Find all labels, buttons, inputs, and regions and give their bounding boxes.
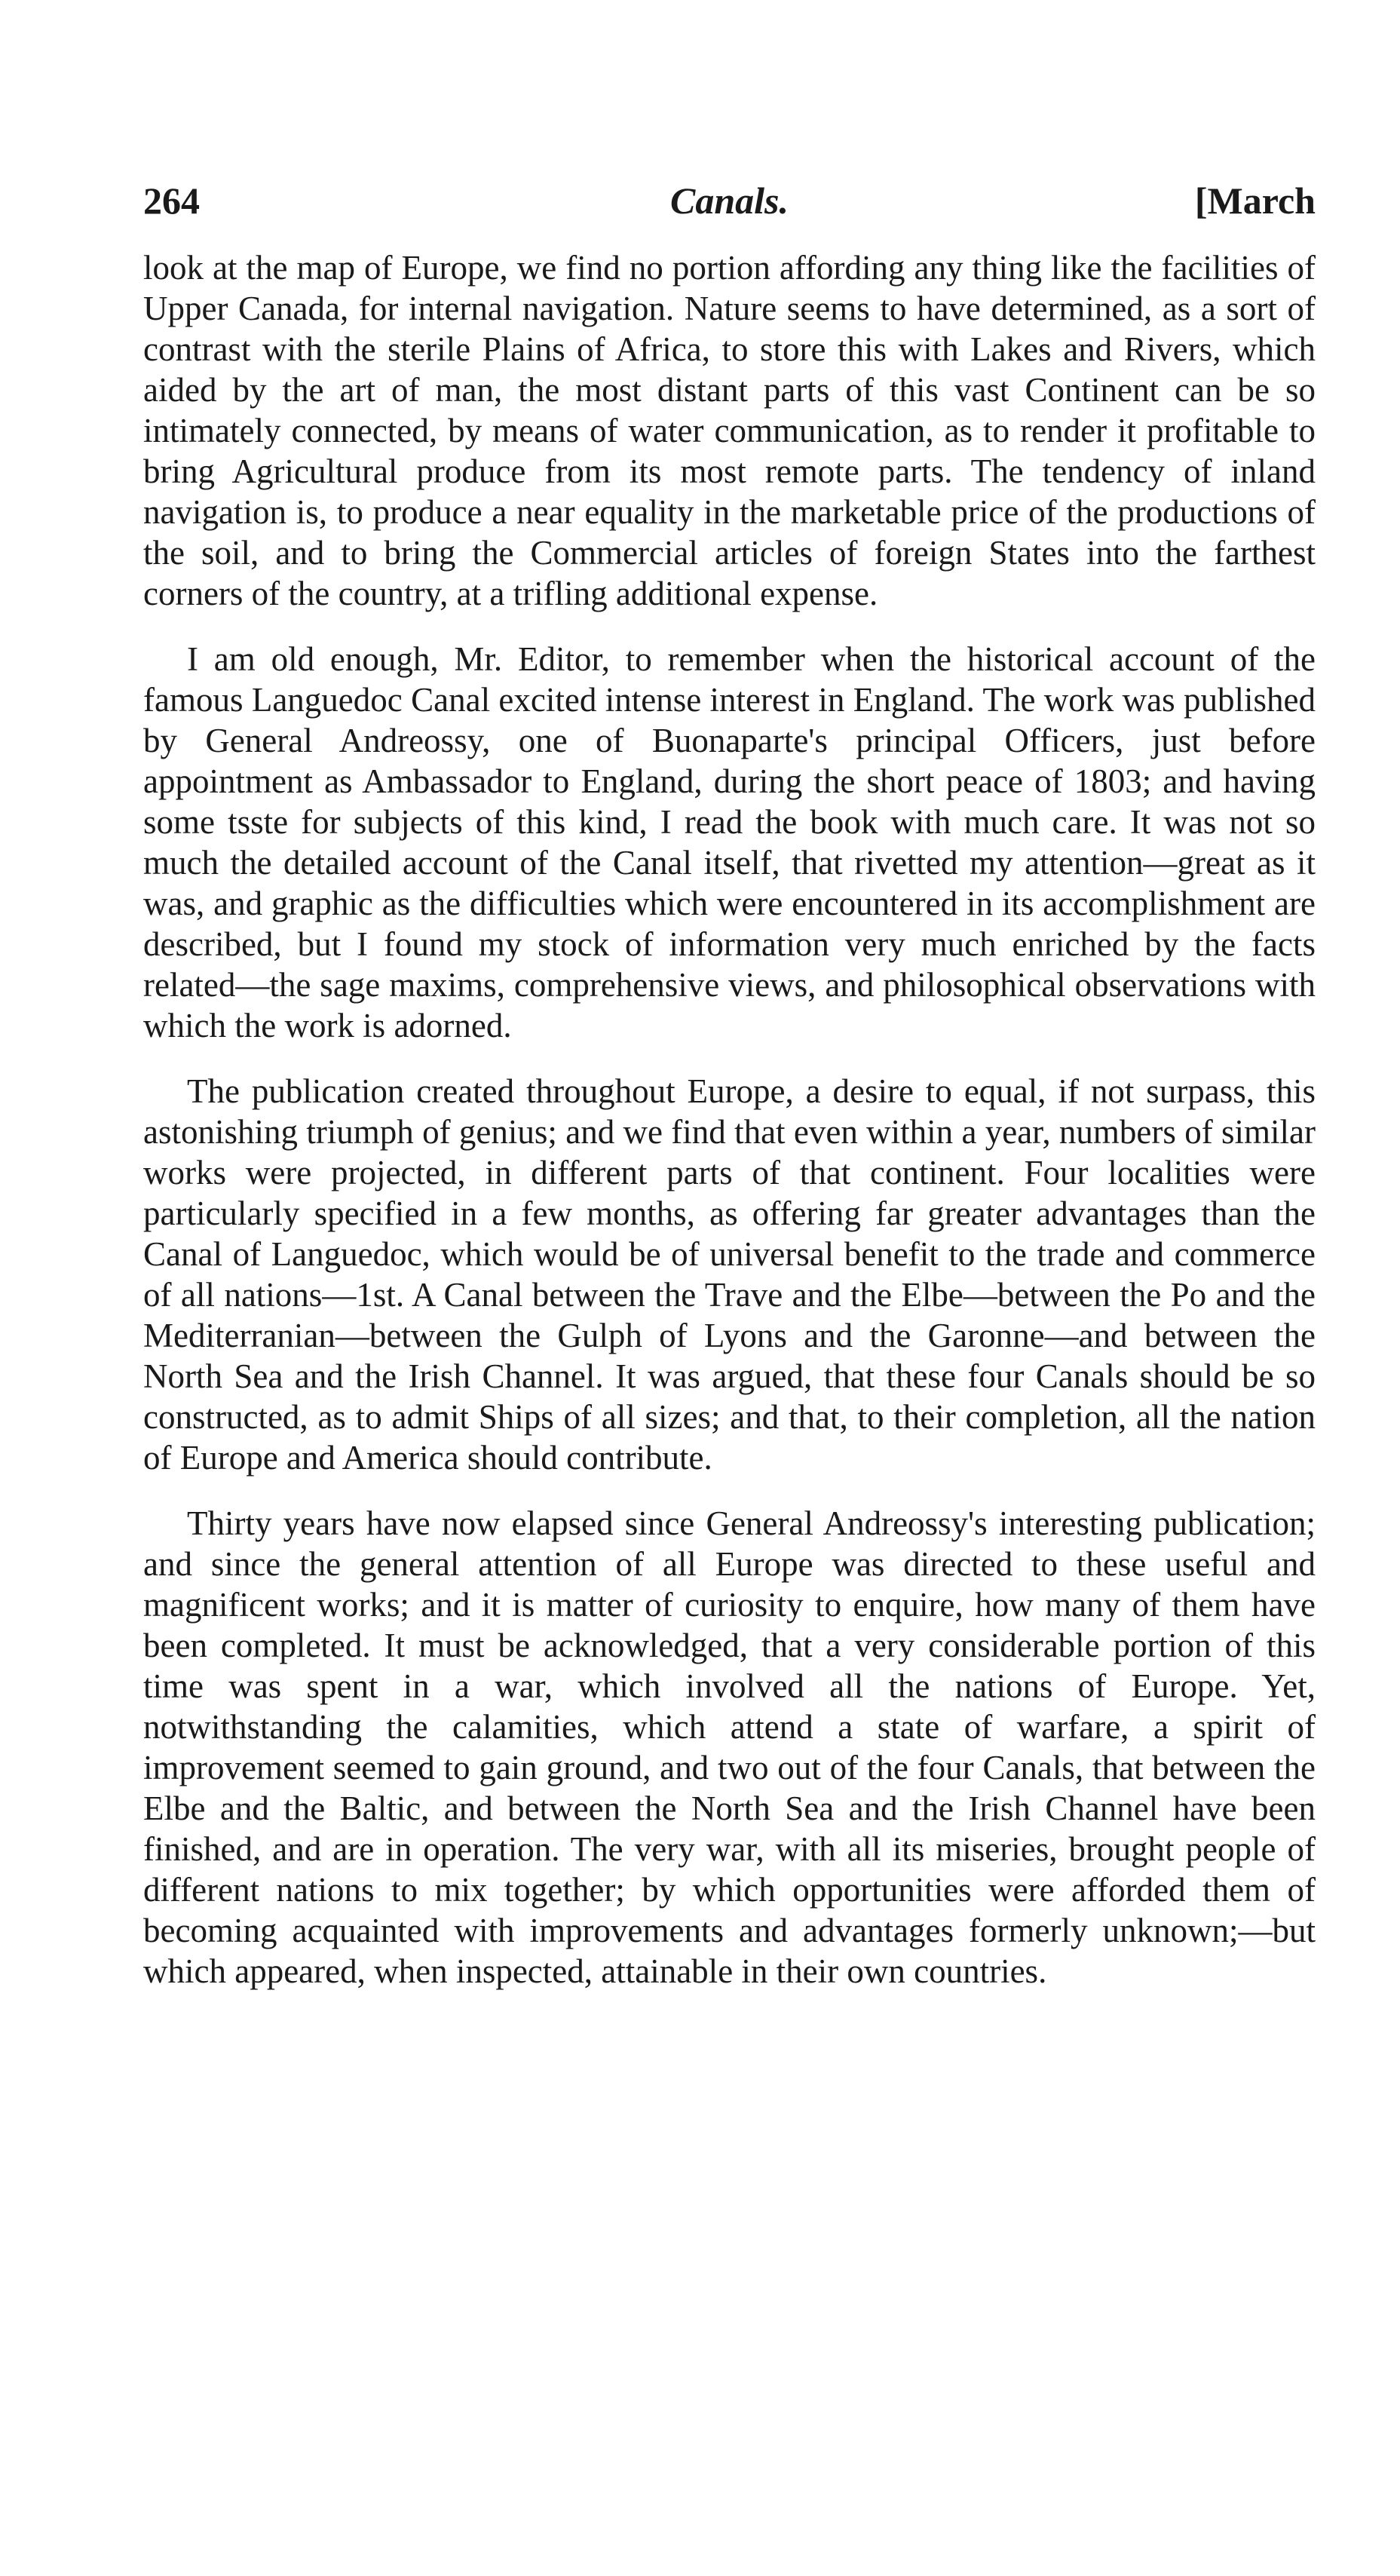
- paragraph-1: look at the map of Europe, we find no portion affording any thing like the facilities of Upper Canada, for internal navigation. Nature seems to have determined, as a sort of contrast with the sterile Plains of Africa, to store this with Lakes and Rivers, which aided by the art of man, the most distant parts of this vast Continent can be so intimately connected, by means of water communication, as to render it profitable to bring Agricultural produce from its most remote parts. The tendency of inland navigation is, to produce a near equality in the marketable price of the productions of the soil, and to bring the Commercial articles of foreign States into the farthest corners of the country, at a trifling additional expense.: [143, 249, 1316, 612]
- running-head: [143, 178, 1316, 223]
- paragraph-3: The publication created throughout Europe, a desire to equal, if not surpass, this astonishing triumph of genius; and we find that even within a year, numbers of similar works were projected, in different parts of that continent. Four localities were particularly specified in a few months, as offering far greater advantages than the Canal of Languedoc, which would be of universal benefit to the trade and commerce of all nations—1st. A Canal between the Trave and the Elbe—between the Po and the Mediterranian—between the Gulph of Lyons and the Garonne—and between the North Sea and the Irish Channel. It was argued, that these four Canals should be so constructed, as to admit Ships of all sizes; and that, to their completion, all the nation of Europe and America should contribute.: [143, 1072, 1316, 1477]
- paragraph-4: Thirty years have now elapsed since General Andreossy's interesting publication; and since the general attention of all Europe was directed to these useful and magnificent works; and it is matter of curiosity to enquire, how many of them have been completed. It must be acknowledged, that a very considerable portion of this time was spent in a war, which involved all the nations of Europe. Yet, notwithstanding the calamities, which attend a state of warfare, a spirit of improvement seemed to gain ground, and two out of the four Canals, that between the Elbe and the Baltic, and between the North Sea and the Irish Channel have been finished, and are in operation. The very war, with all its miseries, brought people of different nations to mix together; by which opportunities were afforded them of becoming acquainted with improvements and advantages formerly unknown;—but which appeared, when inspected, attainable in their own countries.: [143, 1504, 1316, 1990]
- page-number: 264: [143, 179, 200, 222]
- chapter-title: Canals.: [669, 179, 789, 222]
- text-body: [143, 247, 1316, 2016]
- paragraph-2: I am old enough, Mr. Editor, to remember when the historical account of the famous Languedoc Canal excited intense interest in England. The work was published by General Andreossy, one of Buonaparte's principal Officers, just before appointment as Ambassador to England, during the short peace of 1803; and having some tsste for subjects of this kind, I read the book with much care. It was not so much the detailed account of the Canal itself, that rivetted my attention—great as it was, and graphic as the difficulties which were encountered in its accomplishment are described, but I found my stock of information very much enriched by the facts related—the sage maxims, comprehensive views, and philosophical observations with which the work is adorned.: [143, 640, 1316, 1044]
- running-head-month: [March: [1194, 179, 1316, 222]
